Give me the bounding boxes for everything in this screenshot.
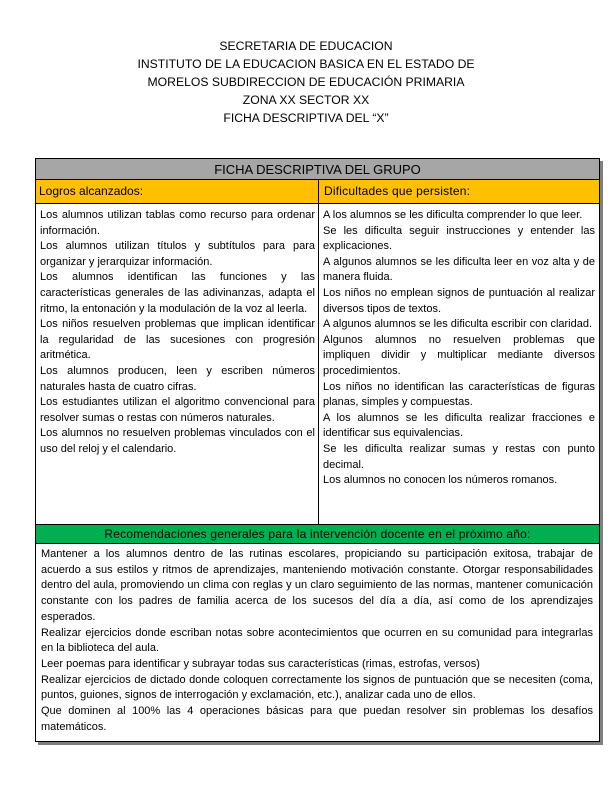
column-headers xyxy=(36,180,599,204)
dificultad-item: A algunos alumnos se les dificulta leer en voz alta y de manera fluida. xyxy=(323,255,595,284)
logro-item: Los alumnos no resuelven problemas vinculados con el uso del reloj y el calendario. xyxy=(40,427,315,455)
logro-item: Los estudiantes utilizan el algoritmo convencional para resolver sumas o restas con números naturales. xyxy=(40,396,315,424)
ficha-table xyxy=(35,158,600,742)
logro-item: Los alumnos utilizan títulos y subtítulos para para organizar y jerarquizar información. xyxy=(40,240,315,268)
recomendacion-item: Que dominen al 100% las 4 operaciones básicas para que puedan resolver sin problemas los desafíos matemáticos. xyxy=(41,705,593,733)
dificultades-header: Dificultades que persisten: xyxy=(319,180,599,203)
header-line-3: MORELOS SUBDIRECCION DE EDUCACIÓN PRIMARIA xyxy=(147,75,465,89)
logro-item: Los alumnos producen, leen y escriben números naturales hasta de cuatro cifras. xyxy=(40,364,315,393)
logro-item: Los alumnos identifican las funciones y las características generales de las adivinanzas, adapta el ritmo, la entonación y la modulación de la voz al leerla. xyxy=(40,271,315,315)
dificultad-item: A los alumnos se les dificulta realizar fracciones e identificar sus equivalencias. xyxy=(323,411,595,440)
dificultades-column xyxy=(319,204,599,524)
logro-item: Los alumnos utilizan tablas como recurso para ordenar información. xyxy=(40,209,315,237)
logros-header: Logros alcanzados: xyxy=(36,180,319,203)
table-title: FICHA DESCRIPTIVA DEL GRUPO xyxy=(36,159,599,180)
recomendaciones-header: Recomendaciones generales para la intervención docente en el próximo año: xyxy=(36,525,599,544)
dificultad-item: Algunos alumnos no resuelven problemas que impliquen dividir y multiplicar mediante diversos procedimientos. xyxy=(323,333,595,377)
header-line-1: SECRETARIA DE EDUCACION xyxy=(219,39,393,53)
dificultad-item: Se les dificulta realizar sumas y restas con punto decimal. xyxy=(323,442,595,471)
dificultad-item: A los alumnos se les dificulta comprender lo que leer. xyxy=(323,209,583,221)
dificultad-item: Los niños no emplean signos de puntuación al realizar diversos tipos de textos. xyxy=(323,286,595,315)
logro-item: Los niños resuelven problemas que implican identificar la regularidad de las sucesiones con progresión aritmética. xyxy=(40,318,315,362)
recomendacion-item: Mantener a los alumnos dentro de las rutinas escolares, propiciando su participación exitosa, trabajar de acuerdo a sus estilos y ritmos de aprendizajes, manteniendo motivación constante. Otorgar responsabilidades dentro del aula, promoviendo un clima con reglas y un claro seguimiento de las normas, mantener comunicación constante con los padres de familia acerca de los sucesos del día a día, así como de los aprendizajes esperados. xyxy=(41,548,593,623)
recomendacion-item: Realizar ejercicios donde escriban notas sobre acontecimientos que ocurren en su comunidad para integrarlas en la biblioteca del aula. xyxy=(41,626,593,655)
dificultad-item: Los alumnos no conocen los números romanos. xyxy=(323,474,558,487)
dificultad-item: Los niños no identifican las características de figuras planas, simples y compuestas. xyxy=(323,380,595,409)
logros-column xyxy=(36,204,319,524)
document-header xyxy=(0,37,612,127)
dificultad-item: Se les dificulta seguir instrucciones y entender las explicaciones. xyxy=(323,224,595,253)
dificultad-item: A algunos alumnos se les dificulta escribir con claridad. xyxy=(323,318,593,331)
header-line-5: FICHA DESCRIPTIVA DEL “X” xyxy=(223,111,389,125)
recomendaciones-body xyxy=(36,544,599,735)
header-line-2: INSTITUTO DE LA EDUCACION BASICA EN EL ESTADO DE xyxy=(137,57,475,71)
recomendacion-item: Leer poemas para identificar y subrayar todas sus características (rimas, estrofas, versos) xyxy=(41,657,480,670)
header-line-4: ZONA XX SECTOR XX xyxy=(242,93,370,107)
columns-body xyxy=(36,204,599,525)
recomendacion-item: Realizar ejercicios de dictado donde coloquen correctamente los signos de puntuación que se necesiten (coma, puntos, guiones, signos de interrogación y exclamación, etc.), analizar cada uno de ellos. xyxy=(41,673,593,702)
